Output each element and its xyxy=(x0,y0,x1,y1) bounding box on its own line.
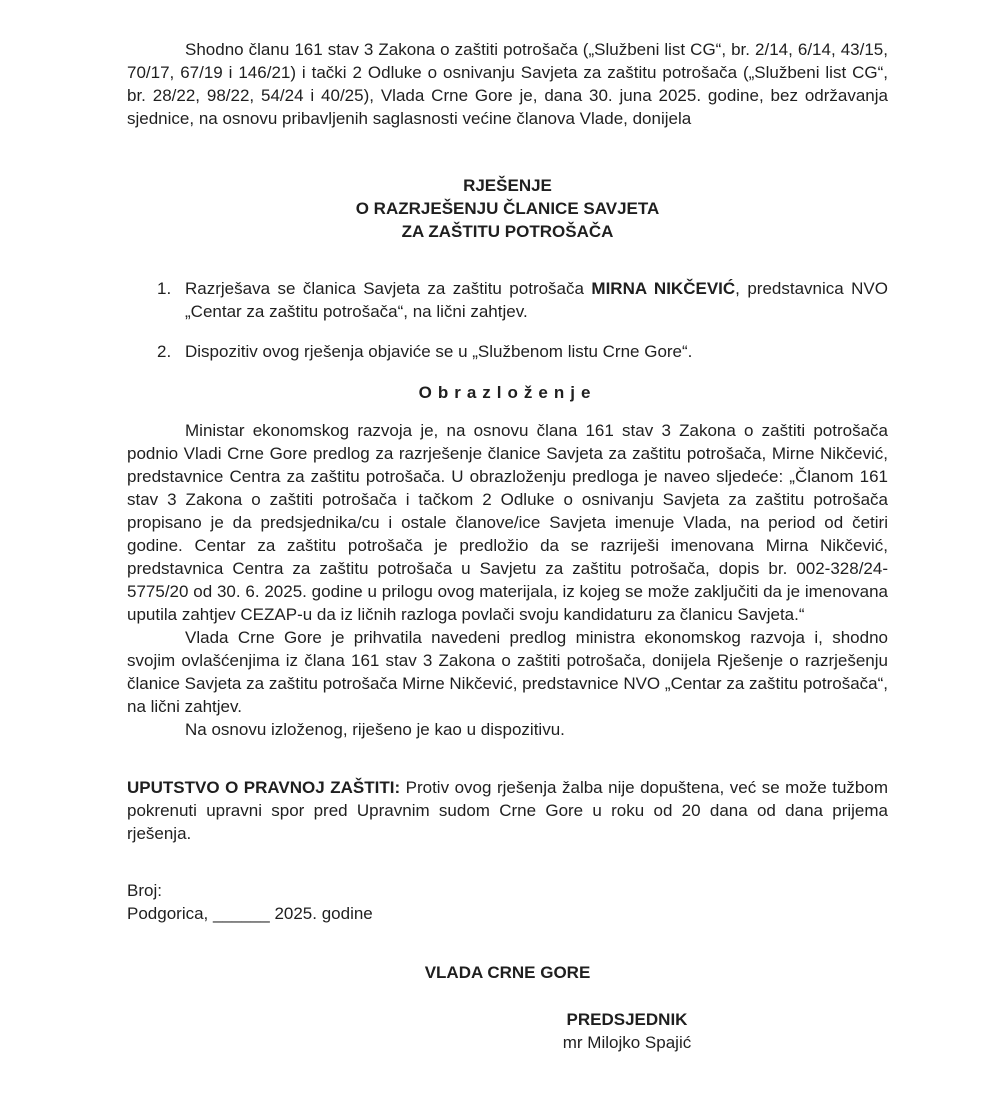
explanation-paragraph-1: Ministar ekonomskog razvoja je, na osnovu člana 161 stav 3 Zakona o zaštiti potrošača podnio Vladi Crne Gore predlog za razrješenje članice Savjeta za zaštitu potrošača, Mirne Nikčević, predstavnice Centra za zaštitu potrošača. U obrazloženju predloga je naveo sljedeće: „Članom 161 stav 3 Zakona o zaštiti potrošača i tačkom 2 Odluke o osnivanju Savjeta za zaštitu potrošača propisano je da predsjednika/cu i ostale članove/ice Savjeta imenuje Vlada, na period od četiri godine. Centar za zaštitu potrošača je predložio da se razriješi imenovana Mirna Nikčević, predstavnica Centra za zaštitu potrošača u Savjetu za zaštitu potrošača, dopis br. 002-328/24-5775/20 od 30. 6. 2025. godine u prilogu ovog materijala, iz kojeg se može zaključiti da je imenovana uputila zahtjev CEZAP-u da iz ličnih razloga povlači svoju kandidaturu za članicu Savjeta.“ xyxy=(127,421,888,624)
explanation-body xyxy=(127,419,888,741)
place-date-line: Podgorica, ______ 2025. godine xyxy=(127,904,373,923)
explanation-paragraph-3: Na osnovu izloženog, riješeno je kao u dispozitivu. xyxy=(185,720,565,739)
list-item-1-number: 1. xyxy=(157,279,172,298)
document-title-line3: ZA ZAŠTITU POTROŠAČA xyxy=(401,222,614,241)
document-title-line1: RJEŠENJE xyxy=(463,176,552,195)
list-item-1-text-after: , predstavnica NVO „Centar za zaštitu potrošača“, na lični zahtjev. xyxy=(185,279,888,321)
explanation-heading: Obrazloženje xyxy=(418,383,597,402)
intro-paragraph: Shodno članu 161 stav 3 Zakona o zaštiti potrošača („Službeni list CG“, br. 2/14, 6/14, 43/15, 70/17, 67/19 i 146/21) i tački 2 Odluke o osnivanju Savjeta za zaštitu potrošača („Službeni list CG“, br. 28/22, 98/22, 54/24 i 40/25), Vlada Crne Gore je, dana 30. juna 2025. godine, bez održavanja sjednice, na osnovu pribavljenih saglasnosti većine članova Vlade, donijela xyxy=(127,40,888,128)
disposition-list xyxy=(127,277,888,363)
explanation-paragraph-2: Vlada Crne Gore je prihvatila navedeni predlog ministra ekonomskog razvoja i, shodno svojim ovlašćenjima iz člana 161 stav 3 Zakona o zaštiti potrošača, donijela Rješenje o razrješenju članice Savjeta za zaštitu potrošača Mirne Nikčević, predstavnice NVO „Centar za zaštitu potrošača“, na lični zahtjev. xyxy=(127,628,888,716)
government-name: VLADA CRNE GORE xyxy=(424,963,591,982)
legal-notice-label: UPUTSTVO O PRAVNOJ ZAŠTITI: xyxy=(127,778,401,797)
legal-remedy-notice xyxy=(127,776,888,845)
signature-block xyxy=(507,1008,747,1054)
list-item-2-text: Dispozitiv ovog rješenja objaviće se u „Službenom listu Crne Gore“. xyxy=(185,342,693,361)
list-item-2-number: 2. xyxy=(157,342,172,361)
document-title-line2: O RAZRJEŠENJU ČLANICE SAVJETA xyxy=(355,199,660,218)
president-title: PREDSJEDNIK xyxy=(566,1010,688,1029)
number-label: Broj: xyxy=(127,881,162,900)
list-item-1-member-name: MIRNA NIKČEVIĆ xyxy=(591,279,736,298)
list-item-2 xyxy=(127,340,888,363)
list-item-1-text-before: Razrješava se članica Savjeta za zaštitu potrošača xyxy=(185,279,592,298)
list-item-1 xyxy=(127,277,888,323)
list-item-1-text xyxy=(185,277,888,323)
document-title xyxy=(127,174,888,243)
reference-block xyxy=(127,879,888,925)
president-name: mr Milojko Spajić xyxy=(562,1033,692,1052)
legal-notice-text: Protiv ovog rješenja žalba nije dopuštena, već se može tužbom pokrenuti upravni spor pred Upravnim sudom Crne Gore u roku od 20 dana od dana prijema rješenja. xyxy=(127,778,888,843)
